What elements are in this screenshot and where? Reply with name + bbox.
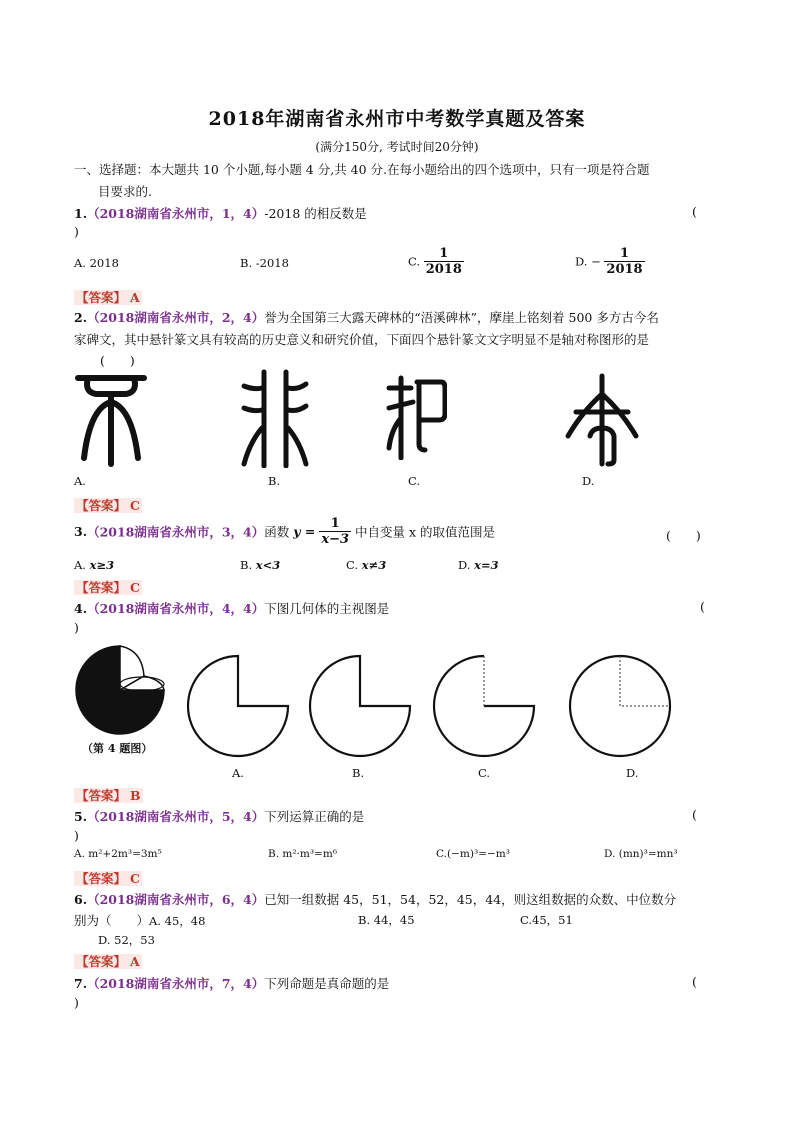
answer-value: C bbox=[130, 498, 140, 513]
question-text-pre: 函数 bbox=[264, 524, 290, 540]
option-value: x=3 bbox=[474, 558, 499, 572]
q1-option-c-label: C. bbox=[408, 254, 421, 269]
q1-option-c bbox=[408, 246, 464, 277]
q1-option-a: A. 2018 bbox=[74, 256, 119, 270]
fraction-denominator: 2018 bbox=[425, 262, 462, 277]
question-text: 下列运算正确的是 bbox=[264, 809, 365, 824]
answer-paren-open: ( bbox=[700, 599, 705, 614]
q5-option-c: C.(−m)³=−m³ bbox=[436, 848, 510, 860]
answer-value: A bbox=[130, 290, 140, 305]
answer-label: 【答案】 bbox=[76, 954, 127, 969]
seal-character-b-figure bbox=[240, 368, 310, 468]
option-label: C. bbox=[346, 558, 359, 572]
option-value: x≠3 bbox=[361, 558, 387, 572]
q1-option-d-fraction bbox=[604, 246, 644, 277]
question-number: 3. bbox=[74, 524, 88, 539]
question-text: 别为（ ） bbox=[74, 913, 150, 928]
q3-option-d bbox=[458, 558, 499, 572]
answer-paren-close: ) bbox=[74, 620, 79, 635]
q6-option-b: B. 44，45 bbox=[358, 913, 415, 927]
q4-option-a: A. bbox=[232, 766, 244, 780]
answer-label: 【答案】 bbox=[76, 498, 127, 513]
section-heading-line2: 目要求的. bbox=[98, 184, 152, 199]
q5-option-d: D. (mn)³=mn³ bbox=[604, 848, 678, 860]
q6-option-c: C.45，51 bbox=[520, 913, 573, 927]
q4-option-d: D. bbox=[626, 766, 639, 780]
question-text: 誉为全国第三大露天碑林的“浯溪碑林”，摩崖上铭刻着 500 多方古今名 bbox=[264, 310, 659, 325]
answer-paren-close: ) bbox=[74, 995, 79, 1010]
q2-option-d: D. bbox=[582, 474, 595, 488]
q1-option-d-label: D. − bbox=[575, 254, 601, 269]
question-source: （2018湖南省永州市，3，4） bbox=[87, 524, 265, 540]
answer-value: C bbox=[130, 871, 140, 886]
fraction-denominator: 2018 bbox=[606, 262, 643, 277]
section-heading-line1: 一、选择题：本大题共 10 个小题,每小题 4 分,共 40 分.在每小题给出的四个选项中，只有一项是符合题 bbox=[74, 162, 650, 177]
q3-option-b bbox=[240, 558, 280, 572]
question-2-line1 bbox=[74, 308, 659, 326]
page-subtitle: (满分150分, 考试时间20分钟) bbox=[315, 140, 479, 154]
seal-character-d-figure bbox=[562, 372, 642, 468]
q5-option-b: B. m²·m³=m⁶ bbox=[268, 848, 338, 860]
answer-label: 【答案】 bbox=[76, 290, 127, 305]
q1-option-c-fraction bbox=[424, 246, 464, 277]
q4-answer bbox=[74, 786, 143, 804]
question-source: （2018湖南省永州市，5，4） bbox=[87, 809, 265, 824]
view-option-c-figure bbox=[430, 652, 538, 760]
question-7 bbox=[74, 974, 389, 992]
fraction-denominator: x−3 bbox=[321, 532, 350, 547]
question-5 bbox=[74, 807, 364, 825]
page-title: 2018年湖南省永州市中考数学真题及答案 bbox=[208, 108, 586, 130]
option-value: x<3 bbox=[255, 558, 281, 572]
solid-figure bbox=[70, 640, 170, 740]
option-label: A. bbox=[74, 558, 86, 572]
question-3 bbox=[74, 516, 495, 547]
question-source: （2018湖南省永州市，1，4） bbox=[87, 206, 265, 221]
q6-option-d: D. 52，53 bbox=[98, 933, 155, 947]
answer-paren-open: ( bbox=[692, 807, 697, 822]
question-source: （2018湖南省永州市，4，4） bbox=[87, 601, 265, 616]
option-value: x≥3 bbox=[89, 558, 115, 572]
option-label: B. bbox=[240, 558, 253, 572]
q1-answer bbox=[74, 288, 142, 306]
question-number: 2. bbox=[74, 310, 88, 325]
fraction-numerator: 1 bbox=[424, 246, 464, 262]
question-6-line1 bbox=[74, 890, 676, 908]
q2-option-a: A. bbox=[74, 474, 86, 488]
q5-answer bbox=[74, 869, 142, 887]
q2-option-b: B. bbox=[268, 474, 281, 488]
answer-paren-close: ) bbox=[74, 224, 79, 239]
answer-paren-open: ( bbox=[692, 974, 697, 989]
fraction-numerator: 1 bbox=[604, 246, 644, 262]
function-fraction bbox=[319, 516, 351, 547]
question-2-line2: 家碑文，其中悬针篆文具有较高的历史意义和研究价值，下面四个悬针篆文文字明显不是轴对称图形的是 bbox=[74, 332, 650, 347]
q2-option-c: C. bbox=[408, 474, 421, 488]
q3-option-c bbox=[346, 558, 386, 572]
q2-answer bbox=[74, 496, 142, 514]
question-number: 7. bbox=[74, 976, 88, 991]
question-text-post: 中自变量 x 的取值范围是 bbox=[355, 524, 496, 540]
answer-label: 【答案】 bbox=[76, 871, 127, 886]
question-text: 下图几何体的主视图是 bbox=[264, 601, 390, 616]
figure-caption: （第 4 题图） bbox=[82, 742, 153, 755]
answer-paren-close: ) bbox=[74, 828, 79, 843]
q4-option-c: C. bbox=[478, 766, 491, 780]
q1-option-b: B. -2018 bbox=[240, 256, 289, 270]
question-number: 1. bbox=[74, 206, 88, 221]
question-number: 4. bbox=[74, 601, 88, 616]
question-source: （2018湖南省永州市，2，4） bbox=[87, 310, 265, 325]
function-y: y = bbox=[293, 524, 316, 539]
question-number: 5. bbox=[74, 809, 88, 824]
question-text: -2018 的相反数是 bbox=[264, 206, 367, 221]
question-6-line2 bbox=[74, 911, 205, 929]
question-source: （2018湖南省永州市，6，4） bbox=[87, 892, 265, 907]
question-4 bbox=[74, 599, 389, 617]
option-label: D. bbox=[458, 558, 471, 572]
q3-answer bbox=[74, 578, 142, 596]
answer-value: B bbox=[130, 788, 141, 803]
q6-answer bbox=[74, 952, 142, 970]
answer-paren-open: ( bbox=[692, 204, 697, 219]
q1-option-d bbox=[575, 246, 645, 277]
answer-paren: ( ) bbox=[666, 528, 701, 543]
question-number: 6. bbox=[74, 892, 88, 907]
q3-option-a bbox=[74, 558, 114, 572]
question-text: 已知一组数据 45，51，54，52，45，44，则这组数据的众数、中位数分 bbox=[264, 892, 677, 907]
fraction-numerator: 1 bbox=[319, 516, 351, 532]
q4-option-b: B. bbox=[352, 766, 365, 780]
answer-paren: ( ) bbox=[100, 353, 135, 368]
view-option-a-figure bbox=[184, 652, 292, 760]
answer-value: C bbox=[130, 580, 140, 595]
q5-option-a: A. m²+2m³=3m⁵ bbox=[74, 848, 162, 860]
answer-label: 【答案】 bbox=[76, 788, 127, 803]
question-text: 下列命题是真命题的是 bbox=[264, 976, 390, 991]
question-source: （2018湖南省永州市，7，4） bbox=[87, 976, 265, 991]
question-1 bbox=[74, 204, 367, 222]
view-option-d-figure bbox=[566, 652, 674, 760]
q6-option-a: A. 45，48 bbox=[149, 914, 206, 928]
view-option-b-figure bbox=[306, 652, 414, 760]
seal-character-c-figure bbox=[385, 374, 447, 460]
answer-value: A bbox=[130, 954, 140, 969]
seal-character-a-figure bbox=[72, 368, 150, 468]
answer-label: 【答案】 bbox=[76, 580, 127, 595]
